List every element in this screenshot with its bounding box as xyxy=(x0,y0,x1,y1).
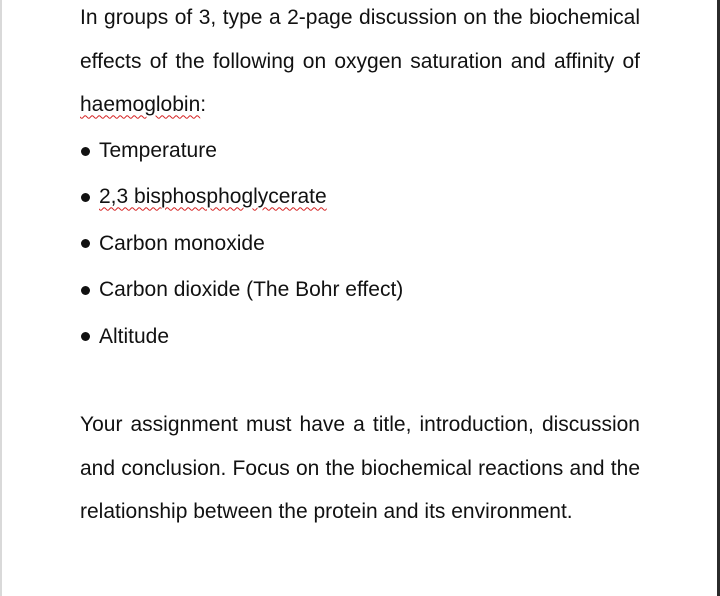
bullet-text: Carbon monoxide xyxy=(99,231,265,255)
bullet-item-carbon-dioxide xyxy=(80,267,640,313)
intro-text: In groups of 3, type a 2-page discussion on the biochemical effects of the following on oxygen saturation and affinity of xyxy=(80,6,640,73)
assignment-paragraph: Your assignment must have a title, introduction, discussion and conclusion. Focus on the biochemical reactions and the relationship between the protein and its environment. xyxy=(80,413,640,524)
bullet-item-carbon-monoxide xyxy=(80,221,640,267)
bullet-item-altitude xyxy=(80,314,640,360)
page-left-border xyxy=(0,0,2,596)
bullet-item-bpg xyxy=(80,174,640,220)
bullet-icon xyxy=(81,147,90,156)
bullet-icon xyxy=(81,193,90,202)
spellcheck-flagged-word[interactable]: haemoglobin xyxy=(80,93,201,117)
bullet-text-flagged[interactable]: 2,3 bisphosphoglycerate xyxy=(99,185,327,209)
bullet-text: Carbon dioxide (The Bohr effect) xyxy=(99,278,404,302)
bullet-text: Temperature xyxy=(99,139,217,162)
bullet-icon xyxy=(81,332,90,341)
bullet-icon xyxy=(81,239,90,248)
bullet-text: Altitude xyxy=(99,324,170,348)
bullet-icon xyxy=(81,286,90,295)
bullet-item-temperature xyxy=(80,128,640,174)
document-page xyxy=(80,0,640,596)
intro-colon: : xyxy=(200,93,207,117)
intro-paragraph xyxy=(80,0,640,127)
bullet-list xyxy=(80,128,640,360)
